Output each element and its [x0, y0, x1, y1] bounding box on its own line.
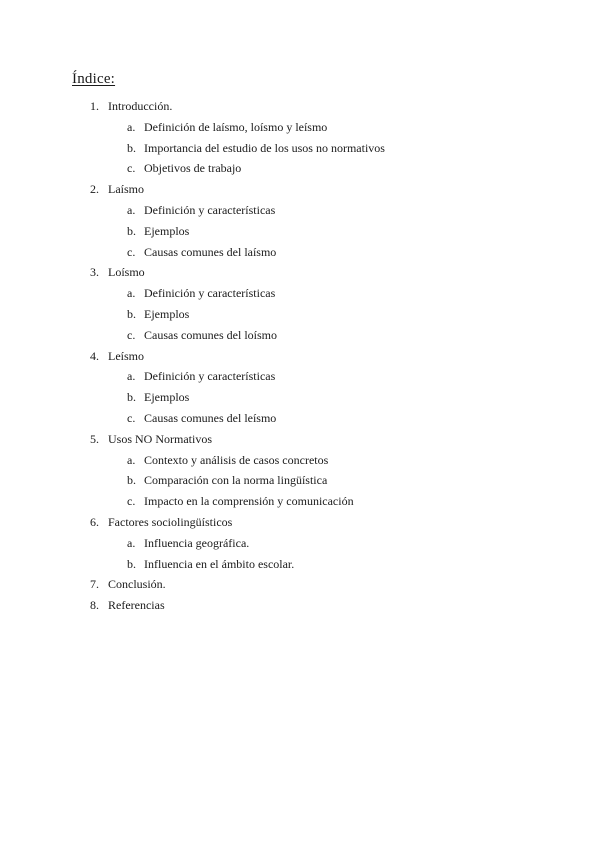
toc-subentry-letter: c.	[127, 327, 136, 342]
toc-subentry-label: Definición y características	[144, 202, 276, 217]
toc-entry-number: 7.	[90, 577, 99, 592]
toc-entry-number: 3.	[90, 265, 99, 280]
toc-entry-label: Referencias	[108, 598, 165, 613]
toc-subsection-list	[0, 283, 600, 345]
index-title: Índice:	[72, 71, 116, 87]
toc-entry-label: Factores sociolingüísticos	[108, 514, 233, 529]
toc-subentry	[0, 387, 600, 408]
toc-entry	[0, 595, 600, 616]
toc-subentry-label: Definición y características	[144, 369, 276, 384]
toc-subentry-label: Comparación con la norma lingüística	[144, 473, 328, 488]
toc-subentry-letter: b.	[127, 556, 136, 571]
toc-subentry	[0, 283, 600, 304]
toc-subentry-letter: b.	[127, 223, 136, 238]
toc-subentry	[0, 138, 600, 159]
toc-entry-number: 1.	[90, 99, 99, 113]
toc-subentry-letter: b.	[127, 473, 136, 488]
toc-subentry	[0, 366, 600, 387]
toc-entry	[0, 262, 600, 283]
toc-section	[0, 429, 600, 512]
toc-subentry	[0, 554, 600, 575]
toc-subentry	[0, 242, 600, 263]
toc-subentry-letter: a.	[127, 369, 136, 384]
toc-subentry-letter: a.	[127, 286, 136, 301]
toc-section	[0, 179, 600, 262]
toc-entry	[0, 512, 600, 533]
toc-subentry-letter: c.	[127, 161, 136, 176]
toc-subentry-label: Causas comunes del laísmo	[144, 244, 277, 259]
toc-section	[0, 346, 600, 429]
toc-subentry-label: Ejemplos	[144, 223, 190, 238]
toc-subentry-label: Influencia en el ámbito escolar.	[144, 556, 295, 571]
toc-subentry	[0, 533, 600, 554]
toc-subsection-list	[0, 200, 600, 262]
toc-subentry-letter: c.	[127, 410, 136, 425]
toc-subentry-letter: b.	[127, 306, 136, 321]
toc-section	[0, 262, 600, 345]
toc-subentry	[0, 491, 600, 512]
toc-subentry-label: Objetivos de trabajo	[144, 161, 242, 176]
toc-subentry-letter: c.	[127, 244, 136, 259]
toc-subentry	[0, 158, 600, 179]
toc-section	[0, 574, 600, 595]
toc-subentry-label: Impacto en la comprensión y comunicación	[144, 494, 354, 509]
toc-entry-label: Conclusión.	[108, 577, 166, 592]
toc-subentry-letter: a.	[127, 202, 136, 217]
toc-subentry-letter: a.	[127, 119, 136, 134]
toc-subentry-label: Importancia del estudio de los usos no normativos	[144, 140, 385, 155]
toc-entry-number: 2.	[90, 182, 99, 197]
toc-subentry-label: Influencia geográfica.	[144, 535, 250, 550]
toc-subentry	[0, 221, 600, 242]
toc-subentry	[0, 200, 600, 221]
toc-subentry-label: Definición de laísmo, loísmo y leísmo	[144, 119, 328, 134]
toc-subentry-label: Definición y características	[144, 286, 276, 301]
toc-entry-label: Leísmo	[108, 348, 144, 363]
toc-subentry-label: Causas comunes del loísmo	[144, 327, 277, 342]
toc-entry	[0, 574, 600, 595]
toc-section	[0, 96, 600, 179]
toc-subentry	[0, 450, 600, 471]
toc-subentry-label: Causas comunes del leísmo	[144, 410, 277, 425]
toc-subentry-label: Contexto y análisis de casos concretos	[144, 452, 329, 467]
toc-subentry	[0, 117, 600, 138]
toc-subsection-list	[0, 117, 600, 179]
toc-entry	[0, 179, 600, 200]
toc-subentry-label: Ejemplos	[144, 306, 190, 321]
toc-entry-label: Usos NO Normativos	[108, 431, 212, 446]
toc-entry-label: Introducción.	[108, 99, 173, 113]
toc-subentry-letter: b.	[127, 390, 136, 405]
toc-subentry	[0, 470, 600, 491]
toc-entry	[0, 429, 600, 450]
table-of-contents	[0, 96, 600, 616]
toc-subentry	[0, 408, 600, 429]
toc-entry	[0, 346, 600, 367]
toc-subsection-list	[0, 533, 600, 575]
toc-entry-number: 5.	[90, 431, 99, 446]
toc-subentry-letter: a.	[127, 535, 136, 550]
toc-entry	[0, 96, 600, 117]
toc-subentry-letter: a.	[127, 452, 136, 467]
toc-subsection-list	[0, 450, 600, 512]
toc-subentry	[0, 304, 600, 325]
toc-entry-number: 8.	[90, 598, 99, 613]
toc-section	[0, 595, 600, 616]
toc-entry-label: Loísmo	[108, 265, 145, 280]
toc-subentry	[0, 325, 600, 346]
toc-entry-number: 4.	[90, 348, 99, 363]
toc-entry-number: 6.	[90, 514, 99, 529]
toc-entry-label: Laísmo	[108, 182, 144, 197]
toc-subentry-letter: c.	[127, 494, 136, 509]
toc-subentry-label: Ejemplos	[144, 390, 190, 405]
toc-subentry-letter: b.	[127, 140, 136, 155]
toc-section	[0, 512, 600, 574]
toc-subsection-list	[0, 366, 600, 428]
